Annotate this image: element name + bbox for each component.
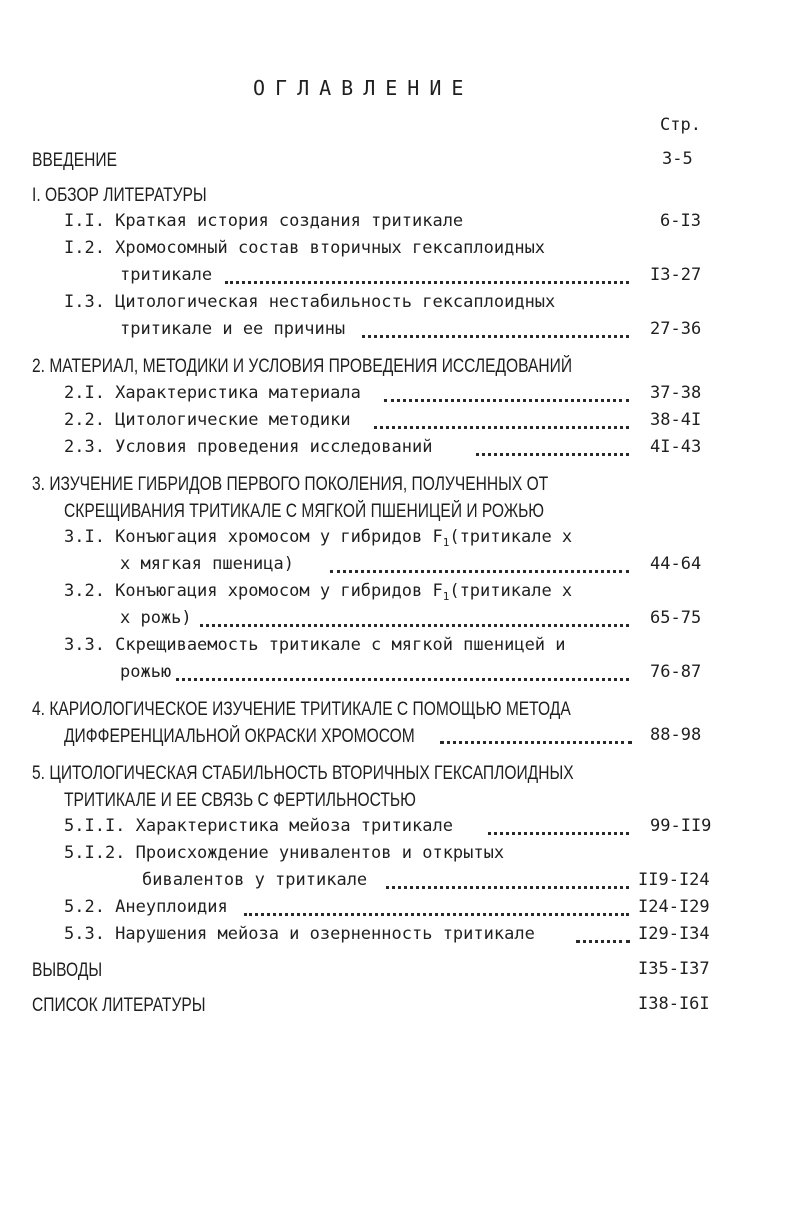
page-title: ОГЛАВЛЕНИЕ (253, 76, 474, 100)
toc-section-1-2: I.2. Хромосомный состав вторичных гексаплоидных (64, 238, 546, 258)
toc-page-references: I38-I6I (638, 994, 710, 1014)
toc-section-1-2-cont: тритикале (120, 265, 213, 285)
toc-section-1-1: I.I. Краткая история создания тритикале (64, 211, 464, 231)
leader-dots (440, 738, 632, 744)
toc-page-3-2: 65-75 (650, 608, 702, 628)
toc-chapter-4: 4. КАРИОЛОГИЧЕСКОЕ ИЗУЧЕНИЕ ТРИТИКАЛЕ С ПОМОЩЬЮ МЕТОДА (32, 699, 571, 720)
toc-chapter-5-cont: ТРИТИКАЛЕ И ЕЕ СВЯЗЬ С ФЕРТИЛЬНОСТЬЮ (64, 790, 416, 811)
toc-chapter-1: I. ОБЗОР ЛИТЕРАТУРЫ (32, 185, 207, 206)
leader-dots (576, 937, 630, 943)
leader-dots (244, 910, 629, 916)
toc-section-5-2: 5.2. Анеуплоидия (64, 897, 228, 917)
toc-page-5-3: I29-I34 (638, 924, 710, 944)
toc-entry-conclusions: ВЫВОДЫ (32, 960, 103, 981)
leader-dots (362, 332, 629, 338)
toc-page-intro: 3-5 (662, 149, 693, 169)
leader-dots (374, 423, 629, 429)
toc-section-3-2: 3.2. Конъюгация хромосом у гибридов $F_1(тритикале$ х (64, 581, 573, 603)
toc-page-2-2: 38-4I (650, 410, 702, 430)
toc-section-1-3: I.3. Цитологическая нестабильность гексаплоидных (64, 292, 556, 312)
toc-section-5-1-2-cont: бивалентов у тритикале (142, 870, 368, 890)
leader-dots (384, 396, 629, 402)
toc-section-2-2: 2.2. Цитологические методики (64, 410, 351, 430)
toc-section-3-1-cont: х мягкая пшеница) (120, 554, 294, 574)
toc-entry-references: СПИСОК ЛИТЕРАТУРЫ (32, 995, 206, 1016)
leader-dots (225, 278, 629, 284)
toc-section-1-3-cont: тритикале и ее причины (120, 319, 346, 339)
leader-dots (200, 621, 629, 627)
toc-page-3-3: 76-87 (650, 662, 702, 682)
toc-entry-intro: ВВЕДЕНИЕ (32, 150, 117, 171)
toc-chapter-2: 2. МАТЕРИАЛ, МЕТОДИКИ И УСЛОВИЯ ПРОВЕДЕНИЯ ИССЛЕДОВАНИЙ (32, 356, 573, 377)
toc-page-2-1: 37-38 (650, 383, 702, 403)
leader-dots (330, 567, 629, 573)
toc-page-3-1: 44-64 (650, 554, 702, 574)
page-column-label: Стр. (660, 115, 701, 135)
toc-page-1-1: 6-I3 (660, 211, 701, 231)
toc-section-5-1-1: 5.I.I. Характеристика мейоза тритикале (64, 816, 453, 836)
leader-dots (176, 675, 629, 681)
leader-dots (476, 450, 629, 456)
toc-page-5-1-2: II9-I24 (638, 870, 710, 890)
toc-page-2-3: 4I-43 (650, 437, 702, 457)
toc-section-3-3-cont: рожью (120, 662, 172, 682)
toc-page-conclusions: I35-I37 (638, 959, 710, 979)
toc-section-3-3: 3.3. Скрещиваемость тритикале с мягкой пшеницей и (64, 635, 566, 655)
leader-dots (488, 829, 629, 835)
toc-section-5-1-2: 5.I.2. Происхождение унивалентов и открытых (64, 843, 505, 863)
toc-section-2-1: 2.I. Характеристика материала (64, 383, 361, 403)
toc-chapter-3-cont: СКРЕЩИВАНИЯ ТРИТИКАЛЕ С МЯГКОЙ ПШЕНИЦЕЙ И РОЖЬЮ (64, 501, 545, 522)
toc-chapter-5: 5. ЦИТОЛОГИЧЕСКАЯ СТАБИЛЬНОСТЬ ВТОРИЧНЫХ ГЕКСАПЛОИДНЫХ (32, 763, 574, 784)
leader-dots (386, 883, 629, 889)
toc-section-3-1: 3.I. Конъюгация хромосом у гибридов $F_1(тритикале$ х (64, 527, 573, 549)
toc-section-5-3: 5.3. Нарушения мейоза и озерненность тритикале (64, 924, 535, 944)
toc-page-5-2: I24-I29 (638, 897, 710, 917)
toc-page-4: 88-98 (650, 725, 702, 745)
toc-section-3-2-cont: х рожь) (120, 608, 192, 628)
toc-page-5-1-1: 99-II9 (650, 816, 712, 836)
toc-page-1-2: I3-27 (650, 265, 702, 285)
toc-chapter-3: 3. ИЗУЧЕНИЕ ГИБРИДОВ ПЕРВОГО ПОКОЛЕНИЯ, ПОЛУЧЕННЫХ ОТ (32, 474, 549, 495)
toc-chapter-4-cont: ДИФФЕРЕНЦИАЛЬНОЙ ОКРАСКИ ХРОМОСОМ (64, 726, 415, 747)
toc-page-1-3: 27-36 (650, 319, 702, 339)
toc-section-2-3: 2.3. Условия проведения исследований (64, 437, 433, 457)
